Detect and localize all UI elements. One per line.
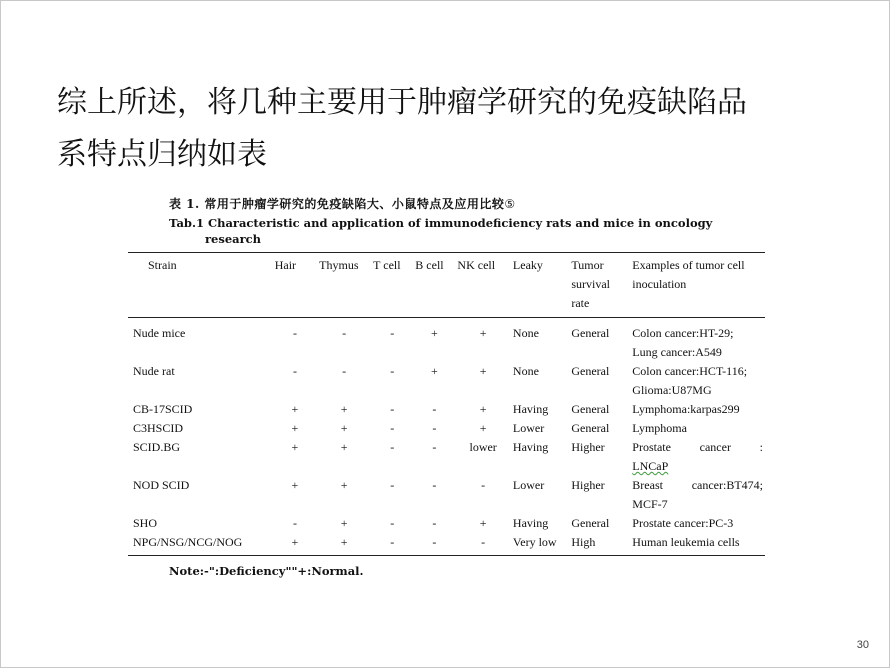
cell-examples-line-1 <box>632 438 763 457</box>
cell-examples-line-1: Colon cancer:HT-29; <box>632 326 734 340</box>
cell-thymus: - <box>342 326 347 340</box>
header-tumor-line-2: survival <box>571 277 611 291</box>
cell-strain: NOD SCID <box>133 478 190 492</box>
caption-english-line-2: research <box>205 232 262 246</box>
cell-thymus: + <box>340 402 348 416</box>
cell-tcell: - <box>390 402 395 416</box>
cell-thymus: - <box>342 364 347 378</box>
table-row <box>128 476 765 514</box>
header-thymus: Thymus <box>319 258 359 272</box>
table-row <box>128 362 765 400</box>
cell-examples <box>628 318 765 363</box>
table-row <box>128 438 765 476</box>
cell-thymus: + <box>340 440 348 454</box>
header-examples-line-2: inoculation <box>632 277 687 291</box>
cell-nkcell: + <box>479 402 487 416</box>
cell-examples-line-2: MCF-7 <box>632 497 668 511</box>
cell-thymus: + <box>340 421 348 435</box>
cell-tumor: General <box>571 402 610 416</box>
caption-chinese <box>169 196 769 213</box>
cell-nkcell: + <box>479 364 487 378</box>
cell-hair: - <box>292 516 297 530</box>
cell-tcell: - <box>390 326 395 340</box>
cell-examples <box>628 438 765 476</box>
cell-tumor: General <box>571 364 610 378</box>
cell-bcell: - <box>432 402 437 416</box>
cell-examples-word: LNCaP <box>632 459 669 473</box>
data-table <box>128 252 765 556</box>
cell-examples-line-2: Glioma:U87MG <box>632 383 712 397</box>
cell-examples-line-1 <box>632 476 763 495</box>
header-bcell: B cell <box>415 258 444 272</box>
cell-examples-word: Breast <box>632 478 663 492</box>
cell-leaky: Having <box>512 516 549 530</box>
table-caption <box>169 196 769 247</box>
cell-strain: C3HSCID <box>133 421 184 435</box>
cell-thymus: + <box>340 516 348 530</box>
cell-nkcell: - <box>481 535 486 549</box>
header-tumor-survival-rate <box>569 253 628 318</box>
cell-examples-word: cancer <box>699 440 731 454</box>
header-examples-line-1: Examples of tumor cell <box>632 258 745 272</box>
cell-strain: SHO <box>133 516 158 530</box>
header-tumor-line-1: Tumor <box>571 258 604 272</box>
cell-tcell: - <box>390 516 395 530</box>
cell-bcell: + <box>430 326 438 340</box>
table-row <box>128 533 765 556</box>
cell-leaky: Lower <box>512 421 545 435</box>
header-hair: Hair <box>274 258 297 272</box>
cell-tumor: Higher <box>571 440 605 454</box>
cell-hair: - <box>292 326 297 340</box>
caption-reference-number: ⑤ <box>504 197 516 211</box>
cell-tumor: Higher <box>571 478 605 492</box>
header-leaky: Leaky <box>512 258 543 272</box>
cell-leaky: None <box>512 364 539 378</box>
cell-leaky: Very low <box>512 535 557 549</box>
cell-tcell: - <box>390 478 395 492</box>
header-examples <box>628 253 765 318</box>
cell-examples-word: cancer:BT474; <box>691 478 763 492</box>
cell-examples-word: : <box>759 440 763 454</box>
cell-nkcell: + <box>479 326 487 340</box>
table-row <box>128 318 765 363</box>
cell-strain: CB-17SCID <box>133 402 193 416</box>
table-note: Note:-":Deficiency""+:Normal. <box>169 564 364 578</box>
cell-tumor: General <box>571 421 610 435</box>
cell-bcell: + <box>430 364 438 378</box>
header-tcell: T cell <box>373 258 401 272</box>
cell-examples: Prostate cancer:PC-3 <box>632 516 734 530</box>
cell-examples <box>628 362 765 400</box>
cell-tcell: - <box>390 440 395 454</box>
cell-hair: + <box>291 402 299 416</box>
cell-bcell: - <box>432 535 437 549</box>
cell-examples-line-2: Lung cancer:A549 <box>632 345 722 359</box>
cell-bcell: - <box>432 421 437 435</box>
caption-english-line-1: Tab.1 Characteristic and application of immunodeficiency rats and mice in oncology <box>169 216 713 230</box>
cell-bcell: - <box>432 516 437 530</box>
cell-hair: + <box>291 478 299 492</box>
cell-hair: + <box>291 440 299 454</box>
cell-tcell: - <box>390 364 395 378</box>
table-header-row <box>128 253 765 318</box>
cell-leaky: None <box>512 326 539 340</box>
cell-leaky: Having <box>512 402 549 416</box>
cell-strain: SCID.BG <box>133 440 181 454</box>
header-tumor-line-3: rate <box>571 296 590 310</box>
cell-hair: - <box>292 364 297 378</box>
cell-nkcell: + <box>479 516 487 530</box>
cell-examples-word: Prostate <box>632 440 671 454</box>
header-nkcell: NK cell <box>457 258 496 272</box>
table-row <box>128 514 765 533</box>
cell-hair: + <box>291 535 299 549</box>
page-number: 30 <box>856 639 869 651</box>
header-strain: Strain <box>148 258 177 272</box>
cell-nkcell: lower <box>469 440 497 454</box>
table-row <box>128 400 765 419</box>
cell-examples-line-1: Colon cancer:HCT-116; <box>632 364 748 378</box>
cell-examples: Human leukemia cells <box>632 535 740 549</box>
cell-leaky: Having <box>512 440 549 454</box>
cell-nkcell: - <box>481 478 486 492</box>
cell-tumor: High <box>571 535 596 549</box>
slide-heading <box>57 77 857 181</box>
cell-leaky: Lower <box>512 478 545 492</box>
cell-strain: NPG/NSG/NCG/NOG <box>133 535 243 549</box>
heading-line-2: 系特点归纳如表 <box>57 137 267 172</box>
heading-line-1: 综上所述，将几种主要用于肿瘤学研究的免疫缺陷品 <box>57 85 747 120</box>
caption-chinese-text: 表 1. 常用于肿瘤学研究的免疫缺陷大、小鼠特点及应用比较 <box>169 197 505 211</box>
table-row <box>128 419 765 438</box>
cell-hair: + <box>291 421 299 435</box>
cell-thymus: + <box>340 478 348 492</box>
cell-thymus: + <box>340 535 348 549</box>
cell-examples-line-2 <box>632 457 763 476</box>
cell-nkcell: + <box>479 421 487 435</box>
cell-tcell: - <box>390 535 395 549</box>
cell-examples <box>628 476 765 514</box>
cell-strain: Nude rat <box>133 364 175 378</box>
cell-examples: Lymphoma <box>632 421 687 435</box>
cell-tumor: General <box>571 326 610 340</box>
cell-bcell: - <box>432 440 437 454</box>
cell-tcell: - <box>390 421 395 435</box>
cell-tumor: General <box>571 516 610 530</box>
cell-bcell: - <box>432 478 437 492</box>
cell-strain: Nude mice <box>133 326 186 340</box>
cell-examples: Lymphoma:karpas299 <box>632 402 740 416</box>
